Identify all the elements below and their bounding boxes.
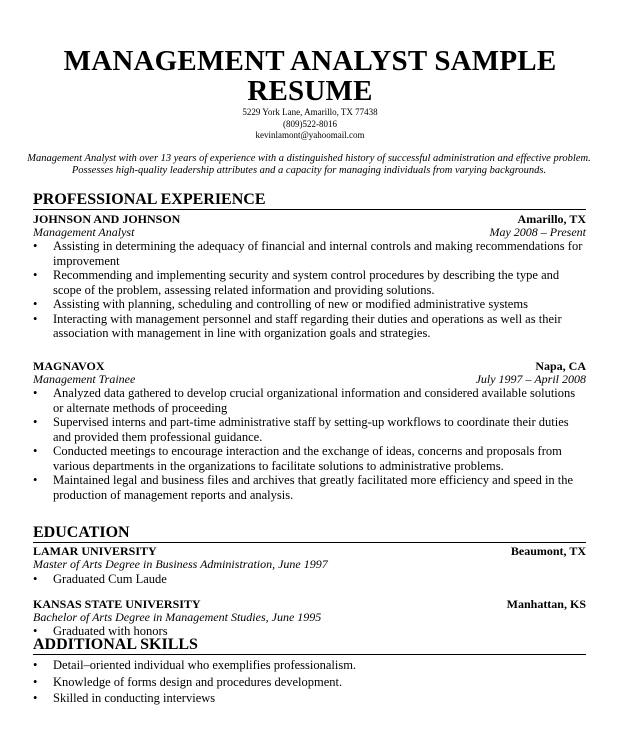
job-bullet-list (33, 239, 586, 341)
list-item: • Detail–oriented individual who exemplifies professionalism. (33, 658, 357, 672)
job-location: Napa, CA (535, 359, 586, 373)
bullet-dot: • (33, 239, 38, 253)
job-title: Management Trainee (33, 372, 136, 386)
job-company: JOHNSON AND JOHNSON (33, 212, 181, 226)
school-name: LAMAR UNIVERSITY (33, 544, 157, 558)
list-item: • Supervised interns and part-time administrative staff by setting-up workflows to coordinate their duties and provided them professional guidance. (33, 415, 569, 444)
contact-email: kevinlamont@yahoomail.com (255, 130, 365, 140)
list-item: • Analyzed data gathered to develop crucial organizational information and considered available solutions or alternate methods of proceeding (33, 386, 576, 415)
list-item: • Graduated with honors (33, 624, 168, 638)
summary-paragraph: Management Analyst with over 13 years of experience with a distinguished history of successful administration and effective problem. Possesses high-quality leadership attributes and a capacity for managing individuals from varying backgrounds. (27, 153, 591, 176)
job-location: Amarillo, TX (517, 212, 586, 226)
job-bullet-list (33, 386, 586, 502)
section-heading-education: EDUCATION (33, 525, 586, 543)
bullet-dot: • (33, 658, 38, 672)
list-item: • Skilled in conducting interviews (33, 691, 216, 705)
list-item: • Assisting with planning, scheduling and controlling of new or modified administrative systems (33, 297, 528, 311)
school-location: Manhattan, KS (506, 597, 586, 611)
bullet-dot: • (33, 473, 38, 487)
section-heading-skills: ADDITIONAL SKILLS (33, 637, 586, 655)
list-item: • Graduated Cum Laude (33, 572, 167, 586)
section-heading-experience: PROFESSIONAL EXPERIENCE (33, 192, 586, 210)
list-item: • Knowledge of forms design and procedures development. (33, 674, 343, 689)
bullet-dot: • (33, 444, 38, 458)
resume-title-line2: RESUME (247, 75, 373, 107)
list-item: • Maintained legal and business files and archives that greatly facilitated more efficiency and speed in the production of management reports and analysis. (33, 473, 574, 502)
job-dates: July 1997 – April 2008 (475, 372, 586, 386)
job-dates: May 2008 – Present (489, 225, 586, 239)
list-item: • Recommending and implementing security and system control procedures by describing the type and scope of the problem, assessing related information and providing solutions. (33, 268, 560, 297)
bullet-dot: • (33, 297, 38, 311)
school-degree: Bachelor of Arts Degree in Management Studies, June 1995 (33, 610, 322, 624)
bullet-dot: • (33, 268, 38, 282)
school-degree: Master of Arts Degree in Business Administration, June 1997 (33, 557, 328, 571)
skills-bullet-list (33, 658, 586, 706)
list-item: • Conducted meetings to encourage interaction and the exchange of ideas, concerns and proposals from various departments in the organizations to facilitate solutions to administrative problems. (33, 444, 562, 473)
school-bullet-list (33, 572, 586, 587)
bullet-dot: • (33, 572, 38, 586)
bullet-dot: • (33, 674, 38, 689)
bullet-dot: • (33, 386, 38, 400)
school-location: Beaumont, TX (510, 544, 586, 558)
bullet-dot: • (33, 311, 38, 326)
list-item: • Interacting with management personnel and staff regarding their duties and operations as well as their association with management in line with organization goals and strategies. (33, 311, 562, 340)
job-title: Management Analyst (33, 225, 135, 239)
list-item: • Assisting in determining the adequacy of financial and internal controls and making recommendations for improvement (33, 239, 583, 268)
contact-address: 5229 York Lane, Amarillo, TX 77438 (242, 107, 378, 117)
bullet-dot: • (33, 415, 38, 429)
contact-phone: (809)522-8016 (283, 119, 337, 129)
bullet-dot: • (33, 624, 38, 638)
resume-title-line1: MANAGEMENT ANALYST SAMPLE (63, 45, 557, 77)
school-name: KANSAS STATE UNIVERSITY (33, 597, 201, 611)
job-company: MAGNAVOX (33, 359, 105, 373)
bullet-dot: • (33, 691, 38, 705)
